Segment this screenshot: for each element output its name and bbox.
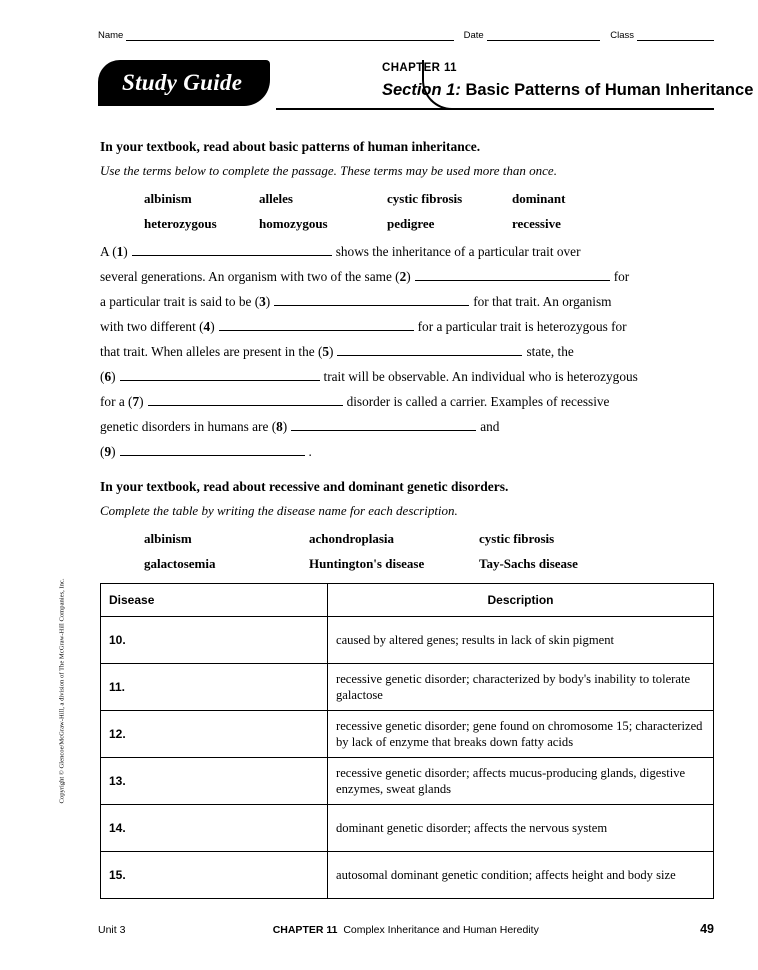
wordbank-term: homozygous [259,216,328,231]
answer-cell-15[interactable]: 15. [101,852,328,899]
class-label: Class [610,30,634,41]
wordbank-term: Tay-Sachs disease [479,556,578,571]
wordbank-term: cystic fibrosis [387,191,463,206]
passage-text: ) [265,294,271,309]
passage-line [100,268,700,293]
answer-blank-9[interactable] [120,443,305,456]
wordbank-term: cystic fibrosis [479,531,555,546]
footer-chapter-info [125,924,700,936]
fill-in-passage [100,243,700,468]
page-footer [98,922,714,936]
table-row [101,852,714,899]
blank-number: 2 [399,269,407,284]
wordbank-column [387,191,512,232]
passage-text: state, the [526,344,574,359]
unit-label: Unit 3 [98,924,126,936]
banner-right [276,60,754,114]
passage-text: for a ( [100,394,133,409]
table-row [101,711,714,758]
answer-blank-8[interactable] [291,418,476,431]
column-header-disease: Disease [101,584,328,617]
answer-cell-11[interactable]: 11. [101,664,328,711]
section-heading [382,81,753,100]
wordbank-column [512,191,565,232]
answer-blank-1[interactable] [132,243,332,256]
disease-table [100,583,714,899]
chapter-label: CHAPTER 11 [382,62,457,74]
wordbank-term: galactosemia [144,556,216,571]
table-row [101,805,714,852]
answer-blank-4[interactable] [219,318,414,331]
footer-chapter-title: Complex Inheritance and Human Heredity [343,924,539,936]
wordbank-term: recessive [512,216,561,231]
answer-cell-10[interactable]: 10. [101,617,328,664]
part2-instruction: Complete the table by writing the disease name for each description. [100,503,458,518]
wordbank-term: heterozygous [144,216,217,231]
banner-underline [276,108,714,110]
column-header-description: Description [328,584,714,617]
passage-text: . [308,444,312,459]
description-cell: autosomal dominant genetic condition; affects height and body size [328,852,714,899]
answer-cell-13[interactable]: 13. [101,758,328,805]
passage-text: ( [100,369,105,384]
page-number: 49 [700,922,714,936]
blank-number: 5 [322,344,330,359]
blank-number: 9 [104,444,112,459]
passage-text: several generations. An organism with two of the same ( [100,269,400,284]
passage-text: ) [210,319,215,334]
passage-line [100,443,700,468]
passage-line [100,318,700,343]
blank-number: 6 [104,369,112,384]
answer-blank-6[interactable] [120,368,320,381]
description-cell: dominant genetic disorder; affects the nervous system [328,805,714,852]
section-title: Basic Patterns of Human Inheritance [465,81,754,99]
description-cell: recessive genetic disorder; characterized by body's inability to tolerate galactose [328,664,714,711]
date-blank[interactable] [487,31,601,41]
passage-text: with two different ( [100,319,204,334]
passage-text: a particular trait is said to be ( [100,294,260,309]
wordbank-column [479,531,578,572]
part1-instruction: Use the terms below to complete the passage. These terms may be used more than once. [100,163,557,178]
answer-blank-3[interactable] [274,293,469,306]
blank-number: 3 [259,294,266,309]
table-header-row [101,584,714,617]
name-label: Name [98,30,124,41]
passage-text: ) [111,444,116,459]
description-cell: caused by altered genes; results in lack of skin pigment [328,617,714,664]
passage-line [100,343,700,368]
passage-text: ) [282,419,288,434]
wordbank-term: albinism [144,531,192,546]
section-number: Section 1: [382,81,461,99]
wordbank-term: alleles [259,191,293,206]
passage-text: disorder is called a carrier. Examples of recessive [346,394,610,409]
part1-wordbank [144,191,565,232]
footer-chapter: CHAPTER 11 [272,924,338,936]
part1-prompt: In your textbook, read about basic patterns of human inheritance. [100,139,481,154]
passage-text: A ( [100,244,117,259]
blank-number: 7 [132,394,140,409]
wordbank-column [309,531,479,572]
blank-number: 1 [116,244,124,259]
wordbank-term: pedigree [387,216,435,231]
answer-blank-2[interactable] [415,268,610,281]
wordbank-column [144,531,309,572]
wordbank-term: albinism [144,191,192,206]
answer-cell-14[interactable]: 14. [101,805,328,852]
passage-text: ) [406,269,411,284]
part2-prompt: In your textbook, read about recessive and dominant genetic disorders. [100,479,509,494]
student-id-line [98,30,714,41]
passage-text: genetic disorders in humans are ( [100,419,277,434]
date-label: Date [463,30,484,41]
copyright-notice: Copyright © Glencoe/McGraw-Hill, a division of The McGraw-Hill Companies, Inc. [58,578,66,804]
answer-blank-7[interactable] [148,393,343,406]
worksheet-banner [98,60,754,114]
passage-line [100,243,700,268]
passage-text: ) [111,369,116,384]
passage-text: for [613,269,630,284]
passage-line [100,368,700,393]
passage-line [100,393,700,418]
class-blank[interactable] [637,31,714,41]
table-row [101,664,714,711]
table-row [101,617,714,664]
part2-wordbank [144,531,578,572]
passage-text: trait will be observable. An individual who is heterozygous [323,369,638,384]
passage-line [100,293,700,318]
passage-text: for a particular trait is heterozygous for [417,319,627,334]
wordbank-column [259,191,387,232]
description-cell: recessive genetic disorder; gene found on chromosome 15; characterized by lack of enzyme that breaks down fatty acids [328,711,714,758]
answer-cell-12[interactable]: 12. [101,711,328,758]
wordbank-term: Huntington's disease [309,556,425,571]
answer-blank-5[interactable] [337,343,522,356]
passage-text: ) [123,244,128,259]
wordbank-term: dominant [512,191,566,206]
passage-text: ) [139,394,144,409]
passage-line [100,418,700,443]
description-cell: recessive genetic disorder; affects mucus-producing glands, digestive enzymes, sweat glands [328,758,714,805]
blank-number: 8 [276,419,283,434]
name-blank[interactable] [126,31,453,41]
study-guide-title: Study Guide [122,70,243,95]
passage-text: for that trait. An organism [473,294,612,309]
passage-text: shows the inheritance of a particular trait over [335,244,581,259]
passage-text: ( [100,444,105,459]
passage-text: that trait. When alleles are present in the ( [100,344,323,359]
wordbank-column [144,191,259,232]
passage-text: and [480,419,500,434]
table-row [101,758,714,805]
wordbank-term: achondroplasia [309,531,395,546]
passage-text: ) [329,344,334,359]
blank-number: 4 [203,319,211,334]
